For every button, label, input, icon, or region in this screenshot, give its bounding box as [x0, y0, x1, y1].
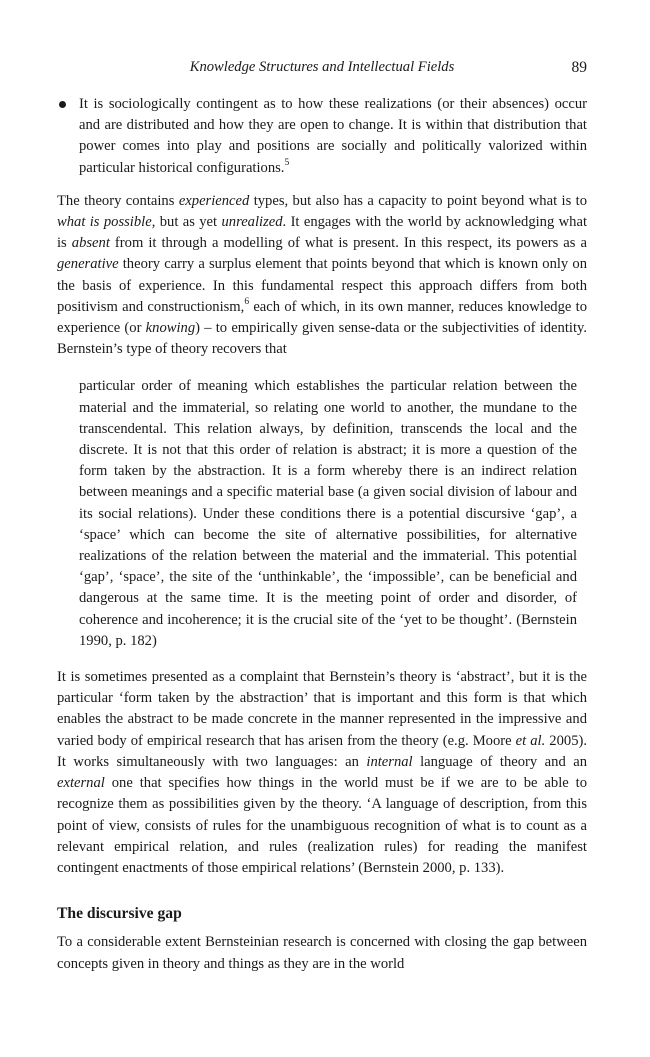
section-heading: The discursive gap [57, 905, 182, 923]
text-run: language of theory and an [412, 753, 588, 770]
running-head: Knowledge Structures and Intellectual Fields [189, 59, 455, 75]
body-text [57, 94, 587, 975]
text-run: one that specifies how things in the world must be if we are to be able to recognize them as possibilities given by the theory. ‘A language of description, from this point of view, consists of rules for the unambiguous recognition of what is to count as a relevant empirical relation, and rules (realization rules) for reading the manifest contingent enactments of those empirical relations’ (Bernstein 2000, p. 133). [57, 775, 587, 876]
quote-text: particular order of meaning which establishes the particular relation between the material and the immaterial, so relating one world to another, the mundane to the transcendental. This relation always, by definition, transcends the local and the discrete. It is not that this order of relation is abstract; it is more a question of the form taken by the abstraction. It is a form whereby there is an indirect relation between meanings and a specific material base (a given social division of labour and its social relations). Under these conditions there is a potential discursive ‘gap’, a ‘space’ which can become the site of alternative possibilities, for alternative realizations of the relation between the material and the immaterial. This potential ‘gap’, ‘space’, the site of the ‘unthinkable’, the ‘impossible’, can be beneficial and dangerous at the same time. It is the meeting point of order and disorder, of coherence and incoherence; it is the crucial site of the ‘yet to be thought’. [79, 378, 577, 628]
text-run: each of which, in its own manner, reduces knowledge to experience (or [57, 298, 587, 337]
text-run: It is sometimes presented as a complaint that Bernstein’s theory is ‘abstract’, but it is the particular ‘form taken by the abstraction’ that is important and this form is that which enables the abstract to be made concrete in the manner represented in the impressive and varied body of empirical research that has arisen from the theory (e.g. Moore [57, 669, 587, 749]
text-run: types, but also has a capacity to point beyond what is to [249, 192, 588, 209]
italic-term: unrealized [221, 214, 283, 231]
text-run: ) – to empirically given sense-data or the subjectivities of identity. Bernstein’s type of theory recovers that [57, 320, 587, 358]
italic-term: knowing [145, 320, 196, 337]
bullet-icon [59, 101, 66, 108]
paragraph-2 [57, 667, 587, 879]
bullet-list-item [57, 94, 587, 179]
quote-citation: (Bernstein 1990, p. 182) [79, 611, 577, 649]
italic-term: generative [57, 256, 119, 273]
italic-term: external [57, 775, 105, 792]
paragraph-3: To a considerable extent Bernsteinian research is concerned with closing the gap between concepts given in theory and things as they are in the world [57, 934, 587, 972]
footnote-marker[interactable]: 6 [244, 296, 250, 307]
text-run: 2005). It works simultaneously with two languages: an [57, 732, 587, 770]
paragraph-1 [57, 191, 587, 361]
text-run: . It engages with the world by acknowledging what is [57, 214, 588, 252]
footnote-marker[interactable]: 5 [284, 157, 290, 168]
italic-term: what is possible [57, 214, 152, 231]
text-run: theory carry a surplus element that points beyond that which is known only on the basis of experience. In this fundamental respect this approach differs from both positivism and constructionism, [57, 256, 587, 315]
italic-term: experienced [178, 192, 250, 209]
italic-term: et al. [515, 732, 546, 749]
text-run: , but as yet [151, 214, 222, 231]
block-quote [79, 376, 577, 652]
page-header [57, 57, 587, 79]
page-number: 89 [571, 59, 587, 76]
italic-term: internal [366, 753, 413, 770]
italic-term: absent [71, 235, 110, 252]
text-run: The theory contains [57, 192, 179, 209]
bullet-text: It is sociologically contingent as to how these realizations (or their absences) occur and are distributed and how they are open to change. It is within that distribution that power comes into play and positions are socially and politically valorized within particular historical configurations. [79, 96, 587, 176]
text-run: from it through a modelling of what is present. In this respect, its powers as a [109, 235, 587, 252]
